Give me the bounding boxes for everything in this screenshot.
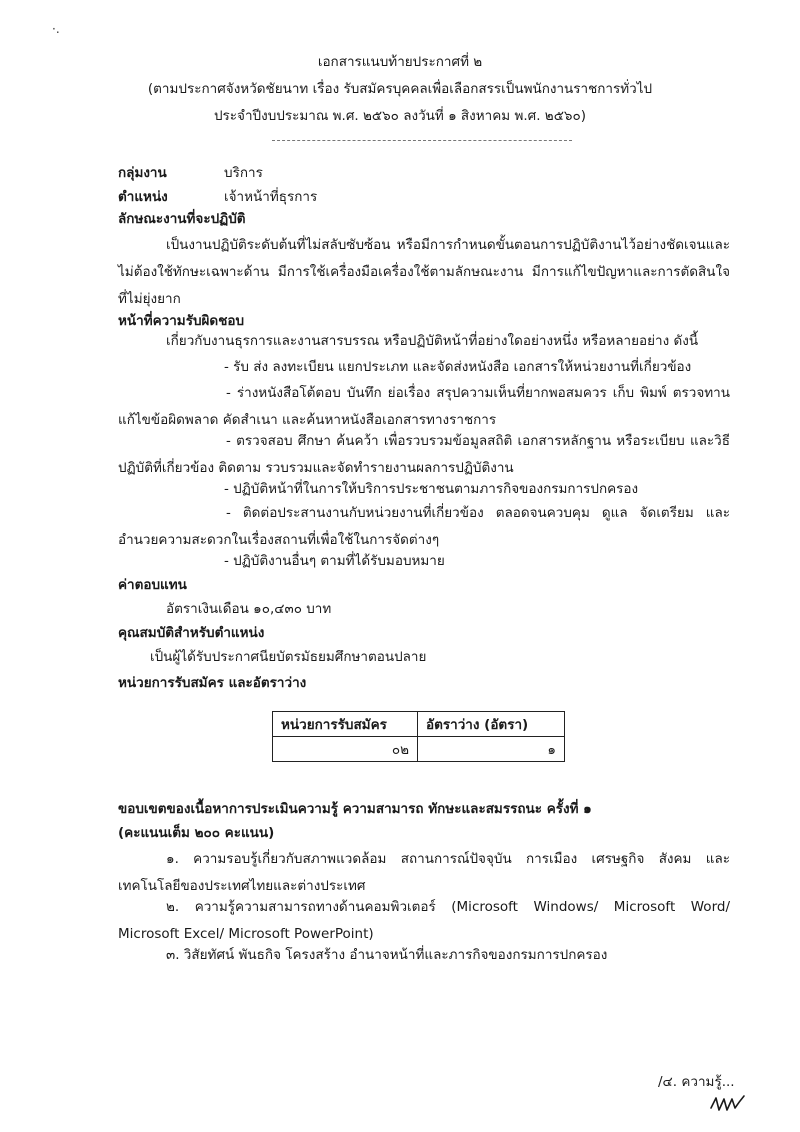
exam-score: (คะแนนเต็ม ๒๐๐ คะแนน)	[118, 825, 275, 841]
signature-mark	[708, 1090, 748, 1116]
qualification-heading: คุณสมบัติสำหรับตำแหน่ง	[118, 625, 265, 641]
vacancy-heading: หน่วยการรับสมัคร และอัตราว่าง	[118, 675, 307, 691]
exam-heading: ขอบเขตของเนื้อหาการประเมินความรู้ ความสามารถ ทักษะและสมรรถนะ ครั้งที่ ๑	[118, 801, 592, 817]
duty-item: - ร่างหนังสือโต้ตอบ บันทึก ย่อเรื่อง สรุปความเห็นที่ยากพอสมควร เก็บ พิมพ์ ตรวจทาน แก้ไขข้อผิดพลาด คัดสำเนา และค้นหาหนังสือเอกสารทางราชการ	[118, 385, 730, 428]
table-cell-unit: ๐๒	[273, 737, 418, 762]
group-label: กลุ่มงาน	[118, 165, 167, 181]
doc-subtitle-line1: (ตามประกาศจังหวัดชัยนาท เรื่อง รับสมัครบุคคลเพื่อเลือกสรรเป็นพนักงานราชการทั่วไป	[147, 81, 653, 97]
duty-item: - ตรวจสอบ ศึกษา ค้นคว้า เพื่อรวบรวมข้อมูลสถิติ เอกสารหลักฐาน หรือระเบียบ และวิธีปฏิบัติที่เกี่ยวข้อง ติดตาม รวบรวมและจัดทำรายงานผลการปฏิบัติงาน	[118, 433, 730, 476]
exam-item: ๒. ความรู้ความสามารถทางด้านคอมพิวเตอร์ (Microsoft Windows/ Microsoft Word/ Microsoft Excel/ Microsoft PowerPoint)	[118, 899, 730, 942]
duty-item: - ปฏิบัติหน้าที่ในการให้บริการประชาชนตามภารกิจของกรมการปกครอง	[224, 481, 639, 497]
duty-item: - ปฏิบัติงานอื่นๆ ตามที่ได้รับมอบหมาย	[224, 553, 445, 569]
compensation-text: อัตราเงินเดือน ๑๐,๔๓๐ บาท	[166, 601, 332, 617]
duties-heading: หน้าที่ความรับผิดชอบ	[118, 313, 245, 329]
table-row	[273, 712, 565, 737]
table-cell-vacancy: ๑	[418, 737, 565, 762]
qualification-text: เป็นผู้ได้รับประกาศนียบัตรมัธยมศึกษาตอนปลาย	[150, 649, 427, 665]
doc-subtitle-line2: ประจำปีงบประมาณ พ.ศ. ๒๕๖๐ ลงวันที่ ๑ สิงหาคม พ.ศ. ๒๕๖๐)	[213, 108, 586, 124]
table-row	[273, 737, 565, 762]
scan-mark: ·.	[52, 22, 60, 36]
duties-intro: เกี่ยวกับงานธุรการและงานสารบรรณ หรือปฏิบัติหน้าที่อย่างใดอย่างหนึ่ง หรือหลายอย่าง ดังนี้	[166, 333, 699, 349]
divider	[272, 140, 572, 141]
table-header-vacancy: อัตราว่าง (อัตรา)	[418, 712, 565, 737]
vacancy-table	[272, 711, 565, 762]
page-continue: /๔. ความรู้...	[658, 1074, 735, 1090]
job-nature-heading: ลักษณะงานที่จะปฏิบัติ	[118, 211, 246, 227]
position-label: ตำแหน่ง	[118, 189, 168, 205]
exam-item: ๑. ความรอบรู้เกี่ยวกับสภาพแวดล้อม สถานการณ์ปัจจุบัน การเมือง เศรษฐกิจ สังคม และเทคโนโลยีของประเทศไทยและต่างประเทศ	[118, 851, 730, 894]
position-value: เจ้าหน้าที่ธุรการ	[224, 189, 318, 205]
group-value: บริการ	[224, 165, 263, 181]
exam-item: ๓. วิสัยทัศน์ พันธกิจ โครงสร้าง อำนาจหน้าที่และภารกิจของกรมการปกครอง	[166, 947, 608, 963]
duty-item: - รับ ส่ง ลงทะเบียน แยกประเภท และจัดส่งหนังสือ เอกสารให้หน่วยงานที่เกี่ยวข้อง	[224, 359, 692, 375]
compensation-heading: ค่าตอบแทน	[118, 577, 187, 593]
duty-item: - ติดต่อประสานงานกับหน่วยงานที่เกี่ยวข้อง ตลอดจนควบคุม ดูแล จัดเตรียม และอำนวยความสะดวกในเรื่องสถานที่เพื่อใช้ในการจัดต่างๆ	[118, 505, 730, 548]
table-header-unit: หน่วยการรับสมัคร	[273, 712, 418, 737]
doc-title: เอกสารแนบท้ายประกาศที่ ๒	[317, 54, 483, 70]
job-nature-text: เป็นงานปฏิบัติระดับต้นที่ไม่สลับซับซ้อน หรือมีการกำหนดขั้นตอนการปฏิบัติงานไว้อย่างชัดเจนและไม่ต้องใช้ทักษะเฉพาะด้าน มีการใช้เครื่องมือเครื่องใช้ตามลักษณะงาน มีการแก้ไขปัญหาและการตัดสินใจที่ไม่ยุ่งยาก	[118, 237, 730, 307]
